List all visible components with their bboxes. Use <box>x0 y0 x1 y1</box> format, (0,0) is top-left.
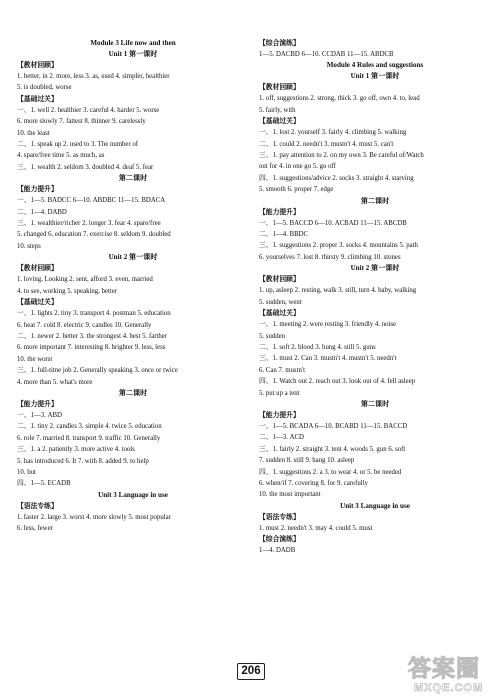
section-heading: 【综合演练】 <box>259 40 300 47</box>
watermark-subtext: MXQE.COM <box>414 682 484 694</box>
answer-line: 6. heat 7. cold 8. electric 9. candles 10. Generally <box>17 321 152 329</box>
answer-line: 10. steps <box>17 242 41 250</box>
answer-line: 三、1. must 2. Can 3. mustn't 4. mustn't 5. needn't <box>259 355 397 363</box>
answer-line: 10. the worst <box>17 355 53 363</box>
answer-line: 三、1. a 2. patiently 3. more active 4. tools <box>17 446 135 454</box>
answer-line: 4. to see, working 5. speaking, better <box>17 287 118 295</box>
answer-line: 1. faster 2. large 3. worst 4. more slowly 5. most popular <box>17 513 171 521</box>
section-heading: 【综合演练】 <box>259 536 300 544</box>
answer-line: 5. put up a tent <box>259 389 300 397</box>
answer-line: 二、1—4. BBDC <box>259 231 309 239</box>
section-heading: 【教材回顾】 <box>17 265 58 273</box>
answer-line: 6. role 7. married 8. transport 9. traffic 10. Generally <box>17 434 161 442</box>
answer-line: 5. changed 6. education 7. exercise 8. seldom 9. doubled <box>17 231 171 239</box>
section-heading: 【基础过关】 <box>17 299 58 307</box>
watermark-logo <box>408 654 498 698</box>
answer-line: 二、1. tiny 2. candles 3. simple 4. twice 5. education <box>17 423 162 431</box>
unit-heading: Unit 1 第一课时 <box>108 50 158 58</box>
unit-heading: Unit 2 第一课时 <box>350 264 400 273</box>
answer-line: 三、1. pay attention to 2. on my own 3. Be careful of/Watch <box>259 152 424 160</box>
answer-line: 1—5. DACBD 6—10. CCDAB 11—15. ABDCB <box>259 51 394 58</box>
answer-line: 6. less, fewer <box>17 525 53 533</box>
watermark-text: 答案圈 <box>408 655 480 681</box>
answer-line: 5. is doubled, worse <box>17 84 72 92</box>
answer-line: 4. spare/free time 5. as much, as <box>17 152 105 160</box>
answer-line: 一、1. well 2. healthier 3. careful 4. harder 5. worse <box>17 106 160 114</box>
answer-line: 6. more important 7. interesting 8. brighter 9. less, less <box>17 344 166 352</box>
answer-line: 四、1—5. ECADB <box>17 480 71 488</box>
unit-heading: Unit 1 第一课时 <box>350 72 400 81</box>
lesson-heading: 第二课时 <box>360 196 390 205</box>
answer-line: 二、1—3. ACD <box>259 434 304 442</box>
unit-heading: Unit 3 Language in use <box>340 501 410 510</box>
answer-line: 二、1—4. DABD <box>17 208 67 216</box>
answer-line: 三、1. fairly 2. straight 3. tent 4. woods 5. gun 6. soft <box>259 445 406 453</box>
lesson-heading: 第二课时 <box>360 399 390 408</box>
answer-line: 一、1—3. ABD <box>17 411 62 419</box>
section-heading: 【能力提升】 <box>259 411 300 419</box>
section-heading: 【能力提升】 <box>259 208 300 216</box>
answer-line: 一、1. meeting 2. were resting 3. friendly 4. noise <box>259 321 397 329</box>
answer-line: 一、1. lost 2. yourself 3. fairly 4. climbing 5. walking <box>259 129 407 137</box>
answer-line: 1. loving, Looking 2. sent, afford 3. even, married <box>17 276 153 284</box>
answer-line: 5. has introduced 6. It 7. with 8. added 9. to help <box>17 457 149 465</box>
answer-line: 1. up, asleep 2. resting, walk 3. still, turn 4. baby, walking <box>259 287 417 295</box>
answer-line: 三、1. wealthier/richer 2. longer 3. fear 4. spare/free <box>17 220 161 228</box>
module-heading: Module 4 Rules and suggestions <box>326 61 424 70</box>
answer-line: 1—4. DADB <box>259 547 296 555</box>
answer-line: 10. the least <box>17 129 50 137</box>
answer-line: 二、1. newer 2. better 3. the strongest 4. best 5. farther <box>17 332 168 340</box>
answer-line: 一、1—5. BCADA 6—10. BCABD 11—15. BACCD <box>259 422 408 430</box>
answer-line: 四、1. Watch out 2. reach out 3. look out of 4. fell asleep <box>259 378 416 386</box>
answer-line: 4. more than 5. what's more <box>17 378 93 386</box>
section-heading: 【能力提升】 <box>17 186 58 194</box>
answer-line: 二、1. speak up 2. used to 3. The number of <box>17 141 139 149</box>
answer-line: out for 4. in one go 5. go off <box>259 163 336 171</box>
section-heading: 【基础过关】 <box>259 310 300 318</box>
answer-line: 三、1. full-time job 2. Generally speaking 3. once or twice <box>17 367 178 375</box>
answer-line: 四、1. suggestions/advice 2. socks 3. straight 4. starving <box>259 174 414 182</box>
answer-line: 一、1. lights 2. tiny 3. transport 4. postman 5. education <box>17 310 171 318</box>
answer-line: 1. better, in 2. more, less 3. as, used 4. simpler, healthier <box>17 73 170 80</box>
answer-line: 7. sudden 8. still 9. hang 10. asleep <box>259 457 355 465</box>
answer-line: 1. off, suggestions 2. strong, thick 3. go off, own 4. to, lead <box>259 95 420 103</box>
answer-line: 6. more slowly 7. fattest 8. thinner 9. carelessly <box>17 118 146 126</box>
answer-line: 5. fairly, with <box>259 106 296 114</box>
answer-line: 三、1. suggestions 2. proper 3. socks 4. mountains 5. path <box>259 242 418 250</box>
lesson-heading: 第二课时 <box>118 174 148 183</box>
unit-heading: Unit 3 Language in use <box>98 490 168 499</box>
section-heading: 【教材回顾】 <box>259 276 300 284</box>
answer-line: 5. sudden, went <box>259 298 302 306</box>
section-heading: 【语法专练】 <box>259 513 300 521</box>
answer-line: 一、1—5. BACCD 6—10. ACBAD 11—15. ABCDB <box>259 219 407 227</box>
answer-line: 6. yourselves 7. lost 8. thirsty 9. climbing 10. stones <box>259 253 401 261</box>
lesson-heading: 第二课时 <box>118 388 148 397</box>
section-heading: 【教材回顾】 <box>259 84 300 92</box>
answer-line: 二、1. soft 2. blood 3. hung 4. still 5. guns <box>259 343 376 351</box>
left-answer-column <box>17 38 249 535</box>
answer-line: 二、1. could 2. needn't 3. mustn't 4. must 5. can't <box>259 140 394 148</box>
section-heading: 【语法专练】 <box>17 502 58 510</box>
answer-line: 10. but <box>17 468 36 476</box>
page-number: 206 <box>237 663 265 680</box>
answer-line: 三、1. wealth 2. seldom 3. doubled 4. deaf 5. fear <box>17 163 154 171</box>
section-heading: 【教材回顾】 <box>17 62 58 69</box>
right-answer-column <box>259 38 491 557</box>
answer-line: 1. must 2. needn't 3. may 4. could 5. must <box>259 524 373 532</box>
answer-line: 四、1. suggestions 2. a 3. to wear 4. or 5. be needed <box>259 468 402 476</box>
answer-line: 一、1—5. BADCC 6—10. ABDBC 11—15. BDACA <box>17 197 166 205</box>
unit-heading: Unit 2 第一课时 <box>108 253 158 262</box>
answer-line: 5. sudden <box>259 332 286 340</box>
answer-line: 10. the most important <box>259 491 321 499</box>
section-heading: 【能力提升】 <box>17 400 58 408</box>
section-heading: 【基础过关】 <box>259 118 300 126</box>
answer-line: 6. Can 7. mustn't <box>259 366 305 374</box>
answer-line: 5. smooth 6. proper 7. edge <box>259 186 334 194</box>
answer-line: 6. when/if 7. covering 8. for 9. carefully <box>259 479 368 487</box>
section-heading: 【基础过关】 <box>17 95 58 103</box>
module-heading: Module 3 Life now and then <box>90 39 176 47</box>
